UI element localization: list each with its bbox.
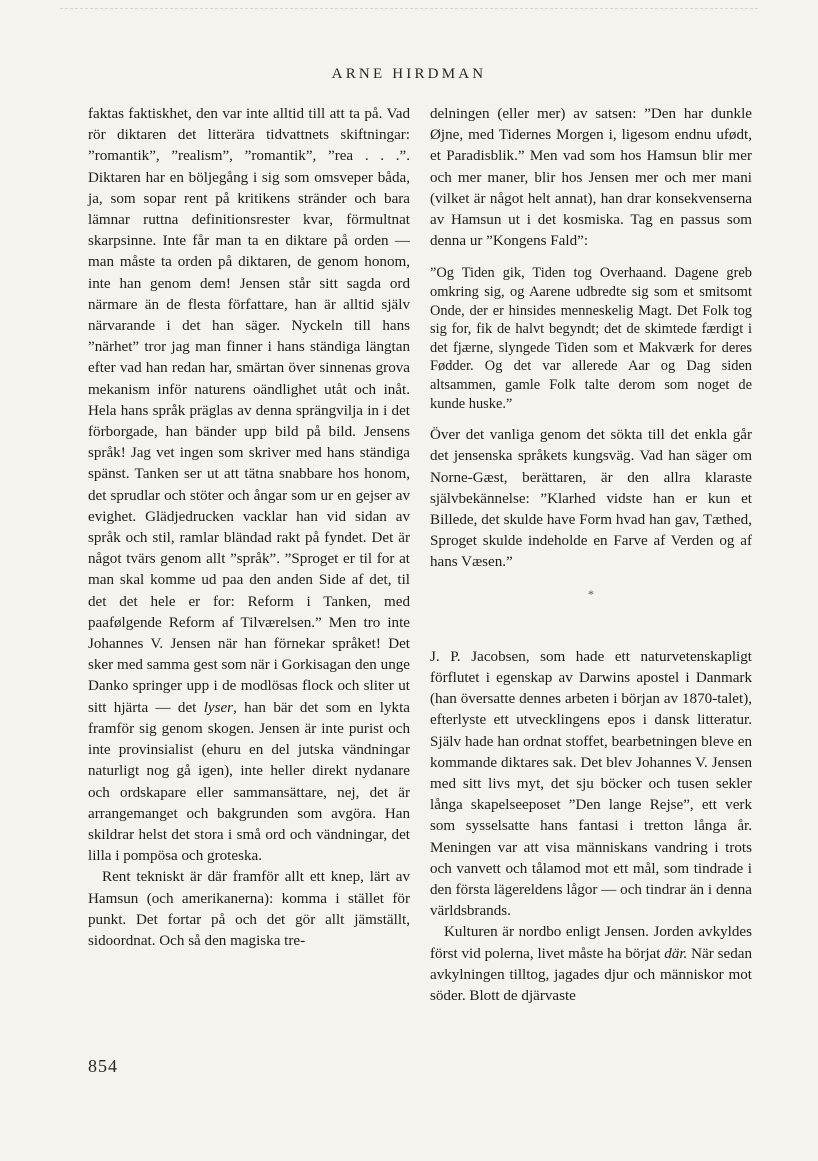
running-header: ARNE HIRDMAN [331, 66, 487, 82]
section-separator: * [588, 586, 594, 601]
block-quote: ”Og Tiden gik, Tiden tog Overhaand. Dagene greb omkring sig, og Aarene udbredte sig som et smitsomt Onde, der er hinsides menneskelig Magt. Det Folk tog sig for, fik de halvt begyndt; det de skimtede færdigt i det fjærne, slyngede Tiden som et Makværk for deres Fødder. Og det var allerede Aar og Dag siden altsammen, gamle Folk talte derom som noget de kunde huske.” [430, 265, 752, 412]
paragraph: faktas faktiskhet, den var inte alltid till att ta på. Vad rör diktaren det litterära tidvattnets skiftningar: ”romantik”, ”realism”, ”romantik”, ”rea . . .”. Diktaren har en böljegång i sig som omsveper båda, ja, som sopar rent på kritikens stränder och bara lämnar ruttna definitionsrester kvar, förmultnat skarpsinne. Inte får man ta en diktare på orden — man måste ta orden på diktaren, de genom honom, inte han genom dem! Jensen står sitt sagda ord närmare än de flesta författare, han är alltid själv närvarande i det han säger. Nyckeln till hans ”närhet” tror jag man finner i hans ständiga längtan efter vad han redan har, smärtan över sinnenas grova mekanism inför naturens oändlighet utåt och inåt. Hela hans språk präglas av denna sprängvilja in i det förborgade, han bänder upp bild på bild. Jensens språk! Jag vet ingen som skriver med hans ständiga spänst. Tanken ser ut att tätna snabbare hos honom, det sprudlar och stöter och ångar som ur en gejser av evighet. Glädjedrucken vacklar han vid sidan av språk och stil, ramlar bländad rakt på fyndet. Det är något tvärs genom allt ”språk”. ”Sproget er til for at man skal komme ud paa den anden Side af det, til det det hele er for: Reform i Tanken, med paafølgende Reform af Tilværelsen.” Men tro inte Johannes V. Jensen när han förnekar språket! Det sker med samma gest som när i Gorkisagan den unge Danko springer upp i de modlösas flock och sliter ut sitt hjärta — det lyser, han bär det som en lykta framför sig genom skogen. Jensen är inte purist och inte provinsialist (ehuru en del jutska vändningar naturligt nog gå igen), inte heller direkt nydanare och ordskapare eller sammansättare, nej, det är arrangemanget och bakgrunden som avgöra. Han skildrar helst det stora i små ord och vändningar, det lilla i pompösa och groteska. [88, 106, 410, 865]
paragraph: Över det vanliga genom det sökta till det enkla går det jensenska språkets kungsväg. Vad han säger om Norne-Gæst, berättaren, är den allra klaraste självbekännelse: ”Klarhed vidste han er kun et Billede, det skulde have Form hvad han gav, Tæthed, Sproget skulde indeholde en Farve af Verden og af hans Væsen.” [430, 427, 752, 571]
left-column [88, 104, 410, 952]
page-number: 854 [88, 1056, 118, 1076]
paragraph: Rent tekniskt är där framför allt ett knep, lärt av Hamsun (och amerikanerna): komma i stället för punkt. Det fortar på och det gör allt jämställt, sidoordnat. Och så den magiska tre- [88, 869, 410, 949]
paragraph: Kulturen är nordbo enligt Jensen. Jorden avkyldes först vid polerna, livet måste ha börjat där. När sedan avkylningen tilltog, jagades djur och människor mot söder. Blott de djärvaste [430, 924, 752, 1005]
right-column [430, 104, 752, 1007]
paragraph: delningen (eller mer) av satsen: ”Den har dunkle Øjne, med Tidernes Morgen i, ligesom endnu ufødt, et Paradisblik.” Men vad som hos Hamsun blir mer och mer maner, blir hos Jensen mer och mer mani (vilket är något helt annat), han drar konsekvenserna av Hamsun ut i det kosmiska. Tag en passus som denna ur ”Kongens Fald”: [430, 106, 752, 250]
paragraph: J. P. Jacobsen, som hade ett naturvetenskapligt förflutet i egenskap av Darwins apostel i Danmark (han översatte dennes arbeten i början av 1870-talet), efterlyste ett utvecklingens epos i dansk litteratur. Själv hade han ordnat stoffet, bearbetningen bleve en kommande diktares sak. Det blev Johannes V. Jensen med sitt livs myt, det sju böcker och tusen sekler långa skapelseeposet ”Den lange Rejse”, ett verk som sysselsatte hans fantasi i tretton långa år. Meningen var att visa människans vandring i trots och vanvett och tålamod mot ett mål, som tindrade i den första lägereldens lågor — och tindrar än i denna världsbrands. [430, 648, 752, 920]
italic-word: lyser [203, 699, 234, 716]
scan-edge-line [60, 8, 758, 9]
italic-word: där. [664, 945, 688, 962]
